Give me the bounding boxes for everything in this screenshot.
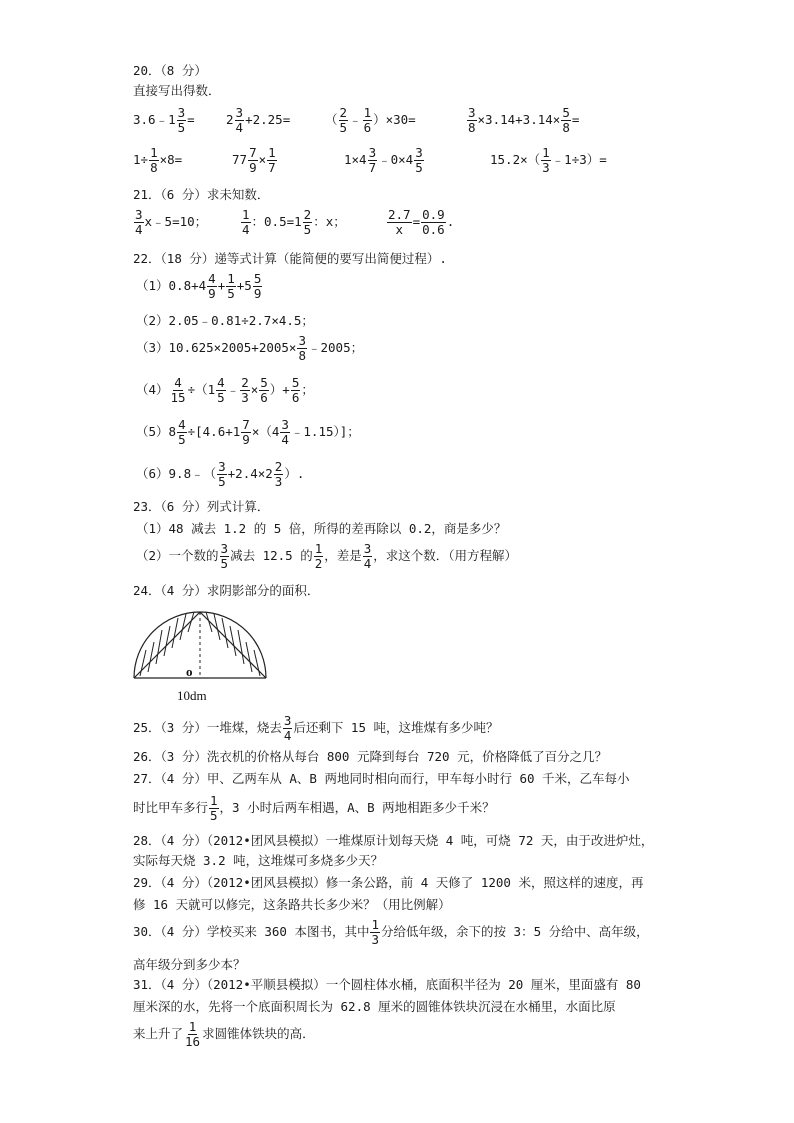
q20-item-4: $\frac{3}{8}$ ×3.14+3.14× $\frac{5}{8}$ = — [468, 105, 580, 135]
q22-part-2: （2）2.05﹣0.81÷2.7×4.5； — [136, 313, 314, 328]
center-label: o — [186, 664, 193, 679]
q28-line-1: 28．（4 分）（2012•团风县模拟）一堆煤原计划每天烧 4 吨，可烧 72 天，由于改进炉灶， — [133, 833, 654, 848]
q20-item-6: 77 $\frac{7}{9}$ × $\frac{1}{7}$ — [232, 145, 276, 175]
q30-line-2: 高年级分到多少本？ — [133, 957, 246, 972]
q31-line-3: 来上升了 $\frac{1}{16}$ 求圆锥体铁块的高． — [133, 1019, 315, 1049]
q21-item-1: $\frac{3}{4}$ x﹣5=10； — [135, 207, 208, 237]
q29-line-1: 29．（4 分）（2012•团风县模拟）修一条公路，前 4 天修了 1200 米，照这样的速度，再 — [133, 875, 644, 890]
width-label: 10dm — [177, 688, 207, 703]
q25: 25．（3 分）一堆煤，烧去 $\frac{3}{4}$ 后还剩下 15 吨，这堆煤有多少吨？ — [133, 713, 499, 743]
q26: 26．（3 分）洗衣机的价格从每台 800 元降到每台 720 元，价格降低了百分之几？ — [133, 749, 608, 764]
q20-instruction: 直接写出得数． — [133, 83, 221, 98]
q22-part-1: （1）0.8+4 $\frac{4}{9}$ + $\frac{1}{5}$ +5 $\frac{5}{9}$ — [136, 271, 262, 301]
q27-line-1: 27．（4 分）甲、乙两车从 A、B 两地同时相向而行，甲车每小时行 60 千米，乙车每小 — [133, 771, 630, 786]
q22-part-6: （6）9.8﹣（ $\frac{3}{5}$ +2.4×2 $\frac{2}{3}$ ）. — [136, 459, 305, 489]
q20-item-1: 3.6﹣1 $\frac{3}{5}$ = — [133, 105, 195, 135]
q28-line-2: 实际每天烧 3.2 吨，这堆煤可多烧多少天？ — [133, 853, 384, 868]
q29-line-2: 修 16 天就可以修完，这条路共长多少米？（用比例解） — [133, 897, 451, 912]
q22-part-4: （4） $\frac{4}{15}$ ÷（1 $\frac{4}{5}$ ﹣ $\frac{2}{3}$ × $\frac{5}{6}$ ）+ $\frac{5}{6}$ ； — [136, 375, 314, 405]
q27-line-2: 时比甲车多行 $\frac{1}{5}$ ，3 小时后两车相遇，A、B 两地相距多少千米？ — [133, 793, 495, 823]
q20-item-3: （ $\frac{2}{5}$ ﹣ $\frac{1}{6}$ ）×30= — [325, 105, 416, 135]
q31-line-2: 厘米深的水，先将一个底面积周长为 62.8 厘米的圆锥体铁块沉浸在水桶里，水面比原 — [133, 999, 616, 1014]
q20-item-8: 15.2×（ $\frac{1}{3}$ ﹣1÷3）= — [490, 145, 607, 175]
q30-line-1: 30．（4 分）学校买来 360 本图书，其中 $\frac{1}{3}$ 分给低年级，余下的按 3：5 分给中、高年级， — [133, 917, 649, 947]
q31-line-1: 31．（4 分）（2012•平顺县模拟）一个圆柱体水桶，底面积半径为 20 厘米，里面盛有 80 — [133, 977, 641, 992]
q23-part-1: （1）48 减去 1.2 的 5 倍，所得的差再除以 0.2，商是多少？ — [136, 521, 507, 536]
semicircle-figure — [128, 606, 273, 706]
q22-part-5: （5）8 $\frac{4}{5}$ ÷[4.6+1 $\frac{7}{9}$ ×（4 $\frac{3}{4}$ ﹣1.15）]； — [136, 417, 360, 447]
q21-item-2: $\frac{1}{4}$ ：0.5=1 $\frac{2}{5}$ ：x； — [242, 207, 346, 237]
q20-item-7: 1×4 $\frac{3}{7}$ ﹣0×4 $\frac{3}{5}$ — [344, 145, 423, 175]
q22-part-3: （3）10.625×2005+2005× $\frac{3}{8}$ ﹣2005； — [136, 333, 364, 363]
q20-title: 20．（8 分） — [133, 63, 207, 78]
q24-title: 24．（4 分）求阴影部分的面积． — [133, 583, 320, 598]
q23-part-2: （2）一个数的 $\frac{3}{5}$ 减去 12.5 的 $\frac{1}{2}$ ，差是 $\frac{3}{4}$ ，求这个数．（用方程解） — [136, 541, 518, 571]
q20-item-5: 1÷ $\frac{1}{8}$ ×8= — [133, 145, 183, 175]
q22-title: 22．（18 分）递等式计算（能简便的要写出简便过程）. — [133, 251, 447, 266]
q21-item-3: $\frac{2.7}{x}$ = $\frac{0.9}{0.6}$ . — [388, 207, 455, 237]
q21-title: 21．（6 分）求未知数． — [133, 187, 270, 202]
q20-item-2: 2 $\frac{3}{4}$ +2.25= — [226, 105, 291, 135]
q23-title: 23．（6 分）列式计算． — [133, 499, 270, 514]
